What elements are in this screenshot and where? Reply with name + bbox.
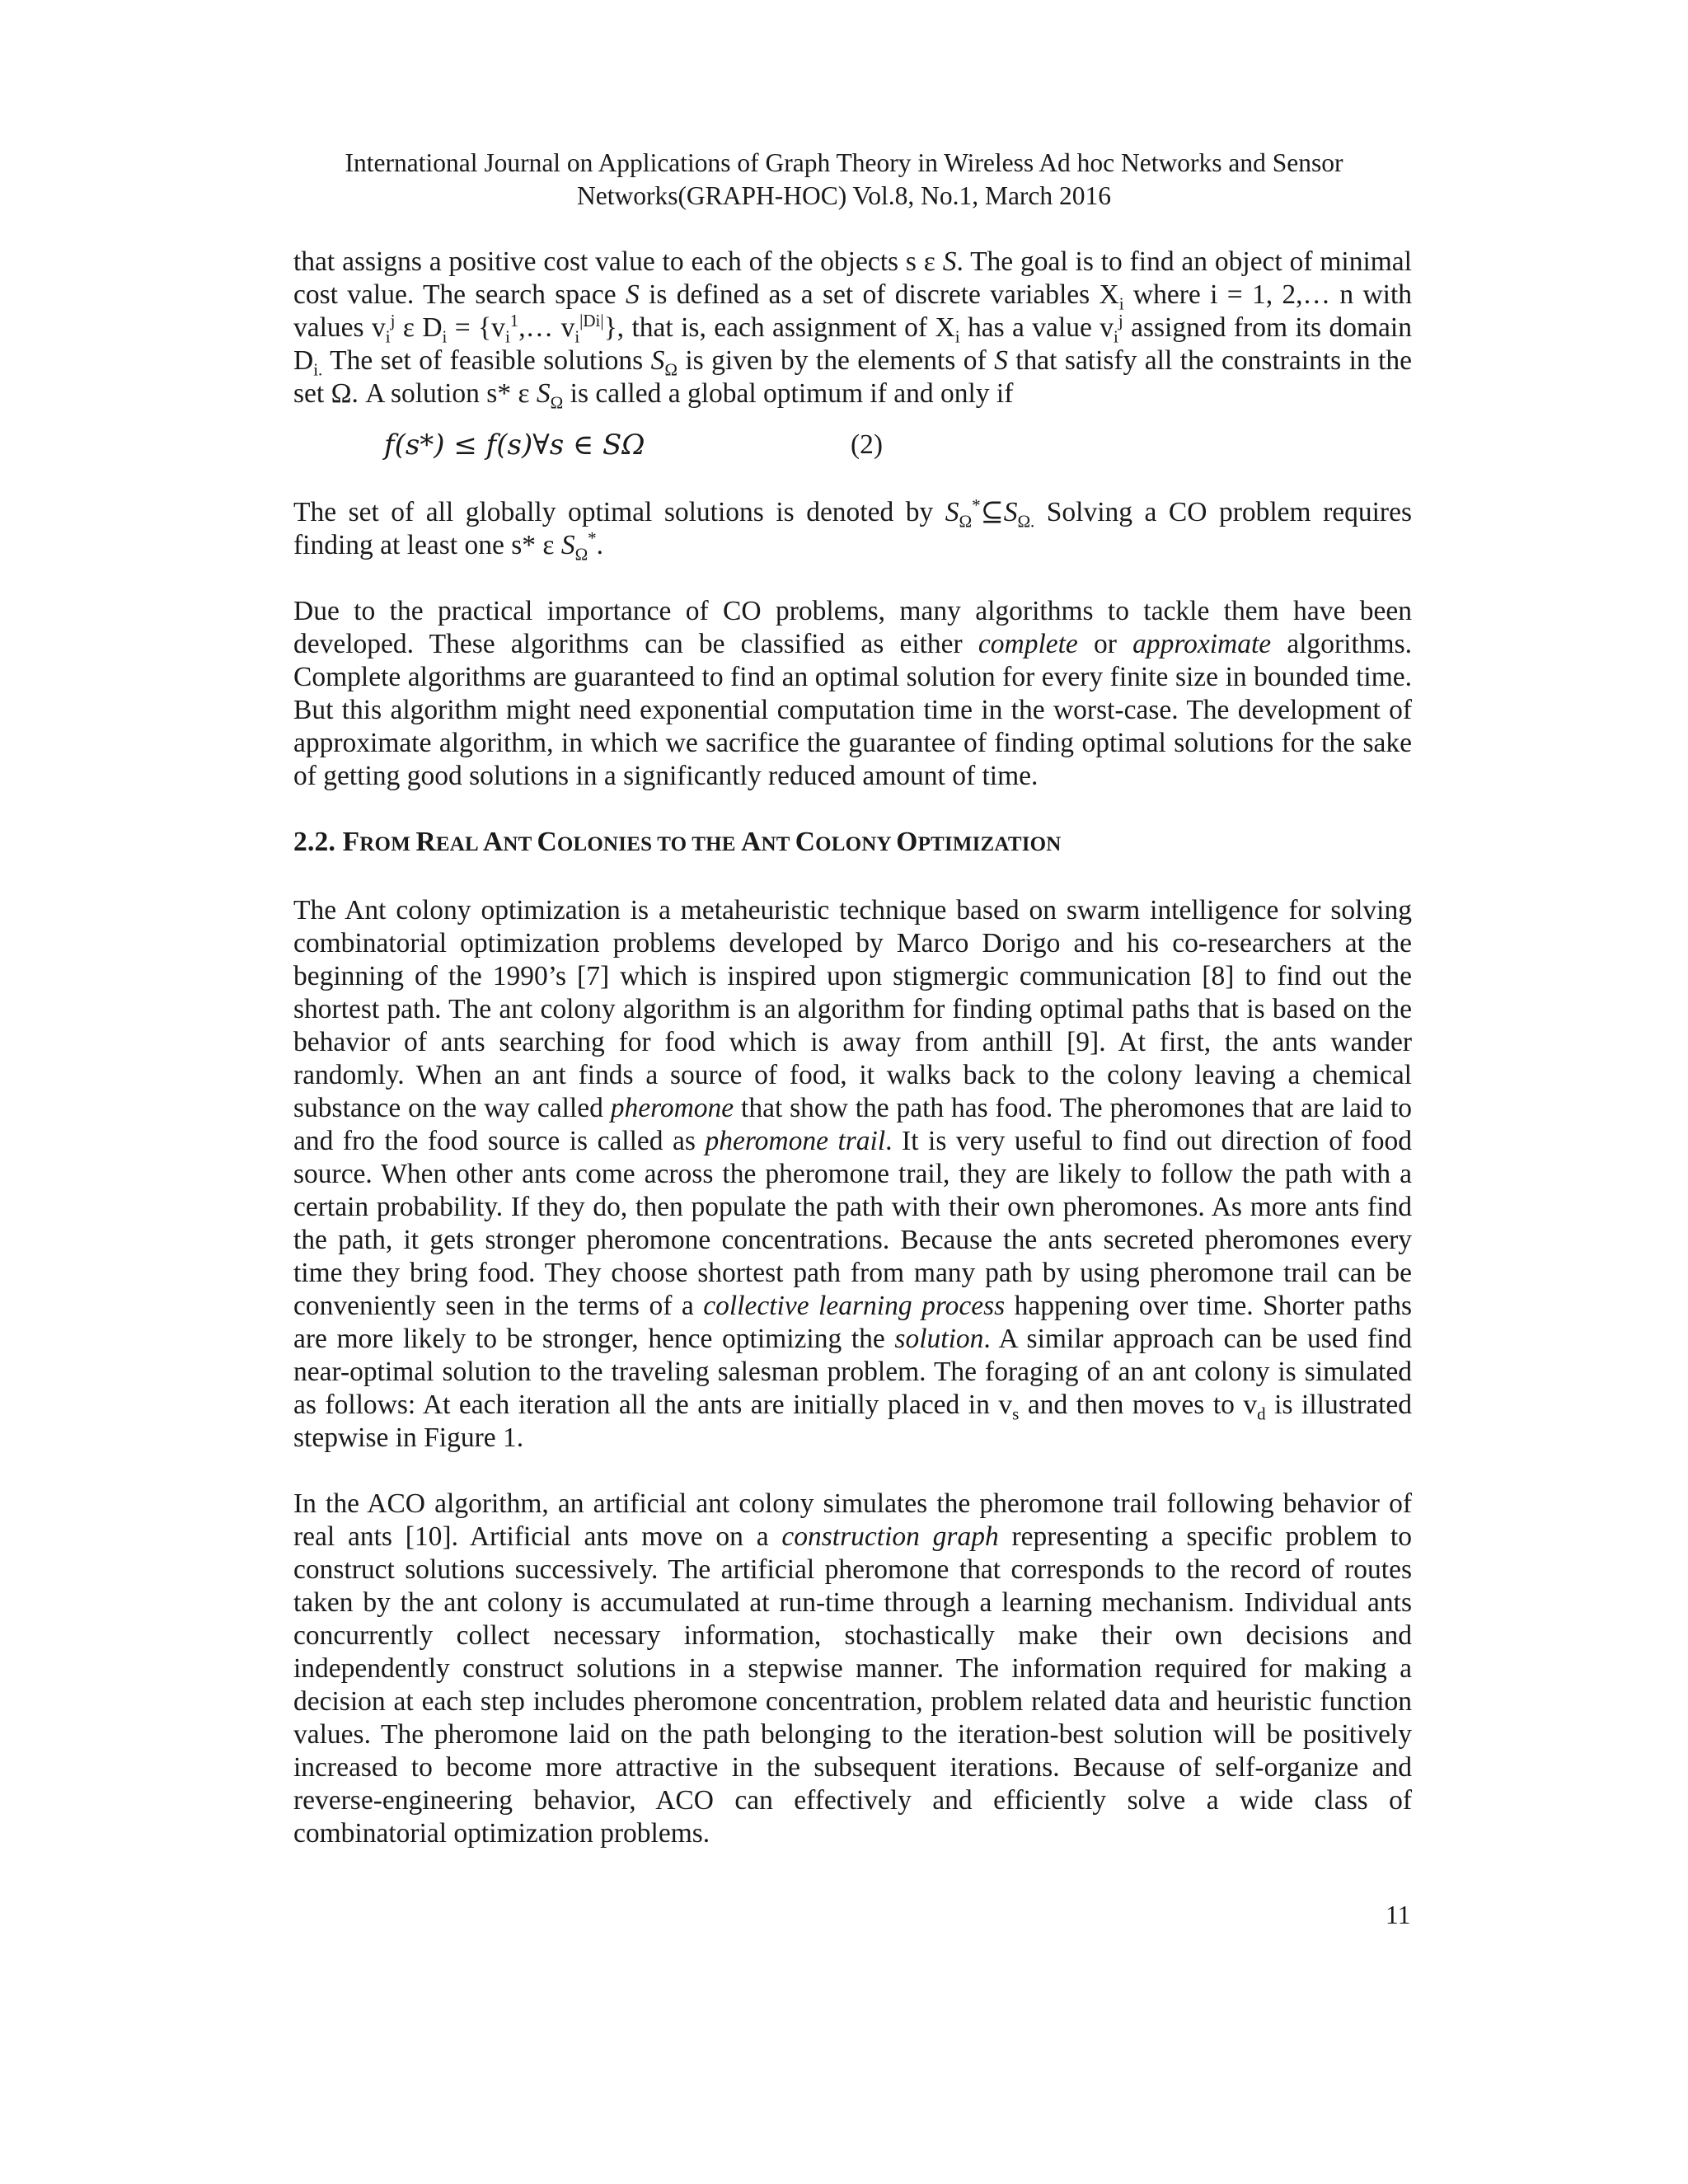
journal-header-line-1: International Journal on Applications of Graph Theory in Wireless Ad hoc Networks and Sensor xyxy=(345,148,1343,177)
journal-header xyxy=(293,147,1395,213)
practical-importance-paragraph: Due to the practical importance of CO problems, many algorithms to tackle them have been developed. These algorithms can be classified as either complete or approximate algorithms. Complete algorithms are guaranteed to find an optimal solution for every finite size in bounded time. But this algorithm might need exponential computation time in the worst-case. The development of approximate algorithm, in which we sacrifice the guarantee of finding optimal solutions for the sake of getting good solutions in a significantly reduced amount of time. xyxy=(293,596,1413,791)
equation-number: (2) xyxy=(851,429,884,460)
equation-2 xyxy=(293,427,1412,480)
global-optima-paragraph: The set of all globally optimal solutions is denoted by $S_\Omega^*⊆S_{\Omega.}$ Solving a CO problem requires finding at least one s* ε $S_\Omega^*$. xyxy=(293,494,1412,565)
equation-formula: f(s*) ≤ f(s)∀s ∈ SΩ xyxy=(384,429,645,462)
ant-colony-paragraph: The Ant colony optimization is a metaheuristic technique based on swarm intelligence for solving combinatorial optimization problems developed by Marco Dorigo and his co-researchers at the beginning of the 1990’s [7] which is inspired upon stigmergic communication [8] to find out the shortest path. The ant colony algorithm is an algorithm for finding optimal paths that is based on the behavior of ants searching for food which is away from anthill [9]. At first, the ants wander randomly. When an ant finds a source of food, it walks back to the colony leaving a chemical substance on the way called pheromone that show the path has food. The pheromones that are laid to and fro the food source is called as pheromone trail. It is very useful to find out direction of food source. When other ants come across the pheromone trail, they are likely to follow the path with a certain probability. If they do, then populate the path with their own pheromones. As more ants find the path, it gets stronger pheromone concentrations. Because the ants secreted pheromones every time they bring food. They choose shortest path from many path by using pheromone trail can be conveniently seen in the terms of a collective learning process happening over time. Shorter paths are more likely to be stronger, hence optimizing the solution. A similar approach can be used find near-optimal solution to the traveling salesman problem. The foraging of an ant colony is simulated as follows: At each iteration all the ants are initially placed in $v_s$ and then moves to $v_d$ is illustrated stepwise in Figure 1. xyxy=(293,895,1413,1453)
aco-algorithm-paragraph: In the ACO algorithm, an artificial ant colony simulates the pheromone trail following behavior of real ants [10]. Artificial ants move on a construction graph representing a specific problem to construct solutions successively. The artificial pheromone that corresponds to the record of routes taken by the ant colony is accumulated at run-time through a learning mechanism. Individual ants concurrently collect necessary information, stochastically make their own decisions and independently construct solutions in a stepwise manner. The information required for making a decision at each step includes pheromone concentration, problem related data and heuristic function values. The pheromone laid on the path belonging to the iteration-best solution will be positively increased to become more attractive in the subsequent iterations. Because of self-organize and reverse-engineering behavior, ACO can effectively and efficiently solve a wide class of combinatorial optimization problems. xyxy=(293,1488,1412,1849)
page-body xyxy=(293,246,1412,1850)
section-heading: 2.2. FROM REAL ANT COLONIES TO THE ANT COLONY OPTIMIZATION xyxy=(293,827,1062,857)
page-number: 11 xyxy=(1386,1900,1411,1929)
intro-paragraph: that assigns a positive cost value to each of the objects s ε S. The goal is to find an object of minimal cost value. The search space S is defined as a set of discrete variables $X_i$ where i = 1, 2,… n with values $v_i^j$ ε $D_i$ = {$v_i^1,\dots$ $v_i^{|Di|}$}, that is, each assignment of $X_i$ has a value $v_i^j$ assigned from its domain $D_{i.}$ The set of feasible solutions $S_\Omega$ is given by the elements of S that satisfy all the constraints in the set Ω. A solution s* ε $S_\Omega$ is called a global optimum if and only if xyxy=(293,246,1413,413)
journal-header-line-2: Networks(GRAPH-HOC) Vol.8, No.1, March 2016 xyxy=(576,181,1112,210)
